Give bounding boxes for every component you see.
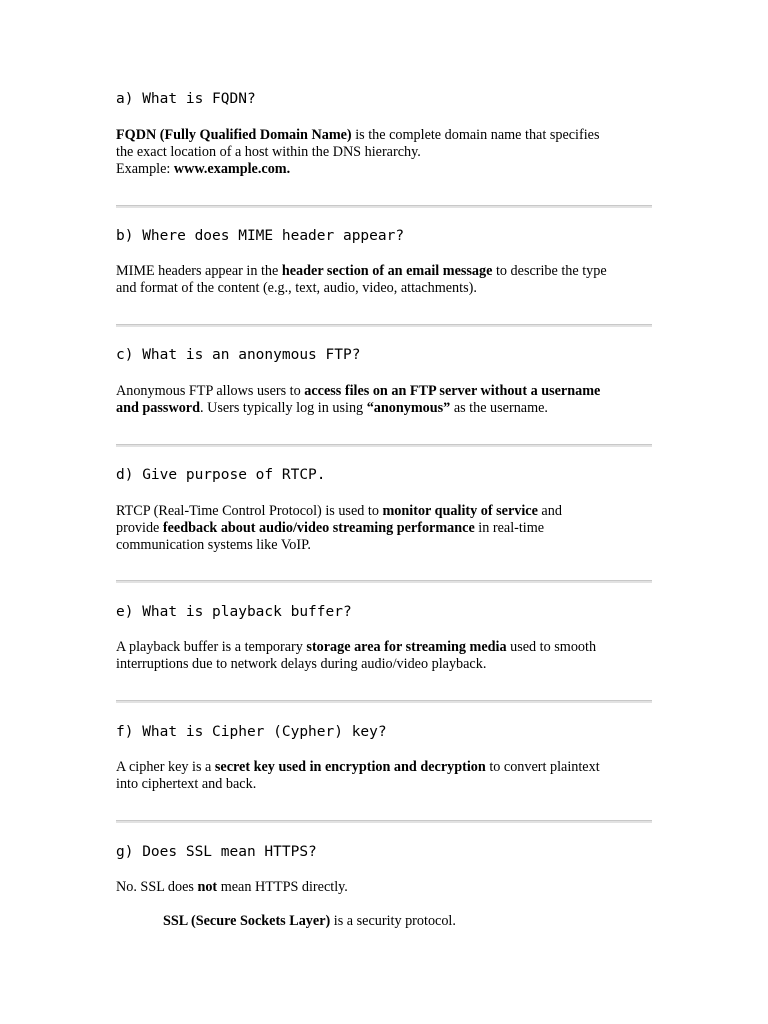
bold-text: access files on an FTP server without a username — [304, 383, 601, 399]
divider-rule — [116, 205, 652, 208]
text-run: provide — [116, 519, 163, 536]
text-run: and format of the content (e.g., text, audio, video, attachments). — [116, 279, 477, 296]
text-run: and — [537, 503, 562, 519]
answer-line — [116, 639, 656, 656]
answer-line — [116, 520, 656, 537]
bold-text: not — [197, 879, 218, 895]
text-run: used to smooth — [506, 639, 597, 655]
text-run: A cipher key is a — [116, 759, 215, 775]
section-playback-buffer — [116, 603, 652, 672]
answer-paragraph — [116, 383, 656, 417]
question-heading: a) What is FQDN? — [116, 91, 256, 107]
text-run: No. SSL does — [116, 879, 198, 895]
text-run: RTCP (Real-Time Control Protocol) is used to — [116, 503, 383, 519]
answer-line — [116, 879, 656, 896]
bold-text: header section of an email message — [281, 263, 493, 279]
bold-text: www.example.com. — [173, 160, 291, 177]
section-fqdn — [116, 90, 652, 177]
text-run: MIME headers appear in the — [116, 263, 282, 279]
bold-text: SSL (Secure Sockets Layer) — [163, 913, 331, 929]
bold-text: “anonymous” — [366, 399, 451, 416]
section-mime — [116, 227, 652, 296]
answer-line — [116, 383, 656, 400]
answer-line — [163, 913, 703, 930]
answer-paragraph — [116, 879, 656, 896]
answer-line — [116, 280, 656, 297]
divider-rule — [116, 324, 652, 327]
text-run: to describe the type — [492, 263, 607, 279]
answer-line — [116, 144, 656, 161]
question-heading: e) What is playback buffer? — [116, 604, 352, 620]
text-run: in real-time — [474, 519, 545, 536]
question-heading: b) Where does MIME header appear? — [116, 228, 405, 244]
text-run: Example: — [116, 160, 174, 177]
question-heading: g) Does SSL mean HTTPS? — [116, 844, 317, 860]
answer-line — [116, 503, 656, 520]
question-heading: c) What is an anonymous FTP? — [116, 347, 361, 363]
answer-paragraph — [116, 503, 656, 553]
answer-line — [116, 776, 656, 793]
text-run: is the complete domain name that specifies — [351, 127, 600, 143]
section-cipher-key — [116, 723, 652, 792]
answer-paragraph — [116, 127, 656, 177]
text-run: is a security protocol. — [330, 913, 456, 929]
answer-paragraph — [116, 759, 656, 793]
text-run: A playback buffer is a temporary — [116, 639, 307, 655]
text-run: Anonymous FTP allows users to — [116, 383, 305, 399]
text-run: the exact location of a host within the DNS hierarchy. — [116, 143, 421, 160]
bold-text: storage area for streaming media — [306, 639, 507, 655]
question-heading: d) Give purpose of RTCP. — [116, 467, 326, 483]
indented-paragraph — [116, 913, 703, 930]
text-run: interruptions due to network delays during audio/video playback. — [116, 655, 487, 672]
answer-line — [116, 537, 656, 554]
section-ssl — [116, 843, 652, 929]
section-rtcp — [116, 466, 652, 553]
text-run: into ciphertext and back. — [116, 775, 257, 792]
answer-paragraph — [116, 639, 656, 673]
answer-paragraph — [116, 263, 656, 297]
question-heading: f) What is Cipher (Cypher) key? — [116, 724, 387, 740]
text-run: to convert plaintext — [485, 759, 600, 775]
section-anonymous-ftp — [116, 346, 652, 416]
answer-line — [116, 656, 656, 673]
text-run: . Users typically log in using — [199, 399, 367, 416]
answer-line — [116, 400, 656, 417]
answer-line — [116, 161, 656, 178]
bold-text: secret key used in encryption and decryption — [214, 759, 486, 775]
bold-text: FQDN (Fully Qualified Domain Name) — [116, 127, 352, 143]
bold-text: monitor quality of service — [382, 503, 538, 519]
divider-rule — [116, 700, 652, 703]
answer-line — [116, 127, 656, 144]
text-run: communication systems like VoIP. — [116, 536, 311, 553]
answer-line — [116, 759, 656, 776]
divider-rule — [116, 444, 652, 447]
divider-rule — [116, 820, 652, 823]
bold-text: feedback about audio/video streaming performance — [162, 519, 475, 536]
divider-rule — [116, 580, 652, 583]
bold-text: and password — [116, 399, 200, 416]
text-run: as the username. — [450, 399, 548, 416]
answer-line — [116, 263, 656, 280]
text-run: mean HTTPS directly. — [217, 879, 348, 895]
